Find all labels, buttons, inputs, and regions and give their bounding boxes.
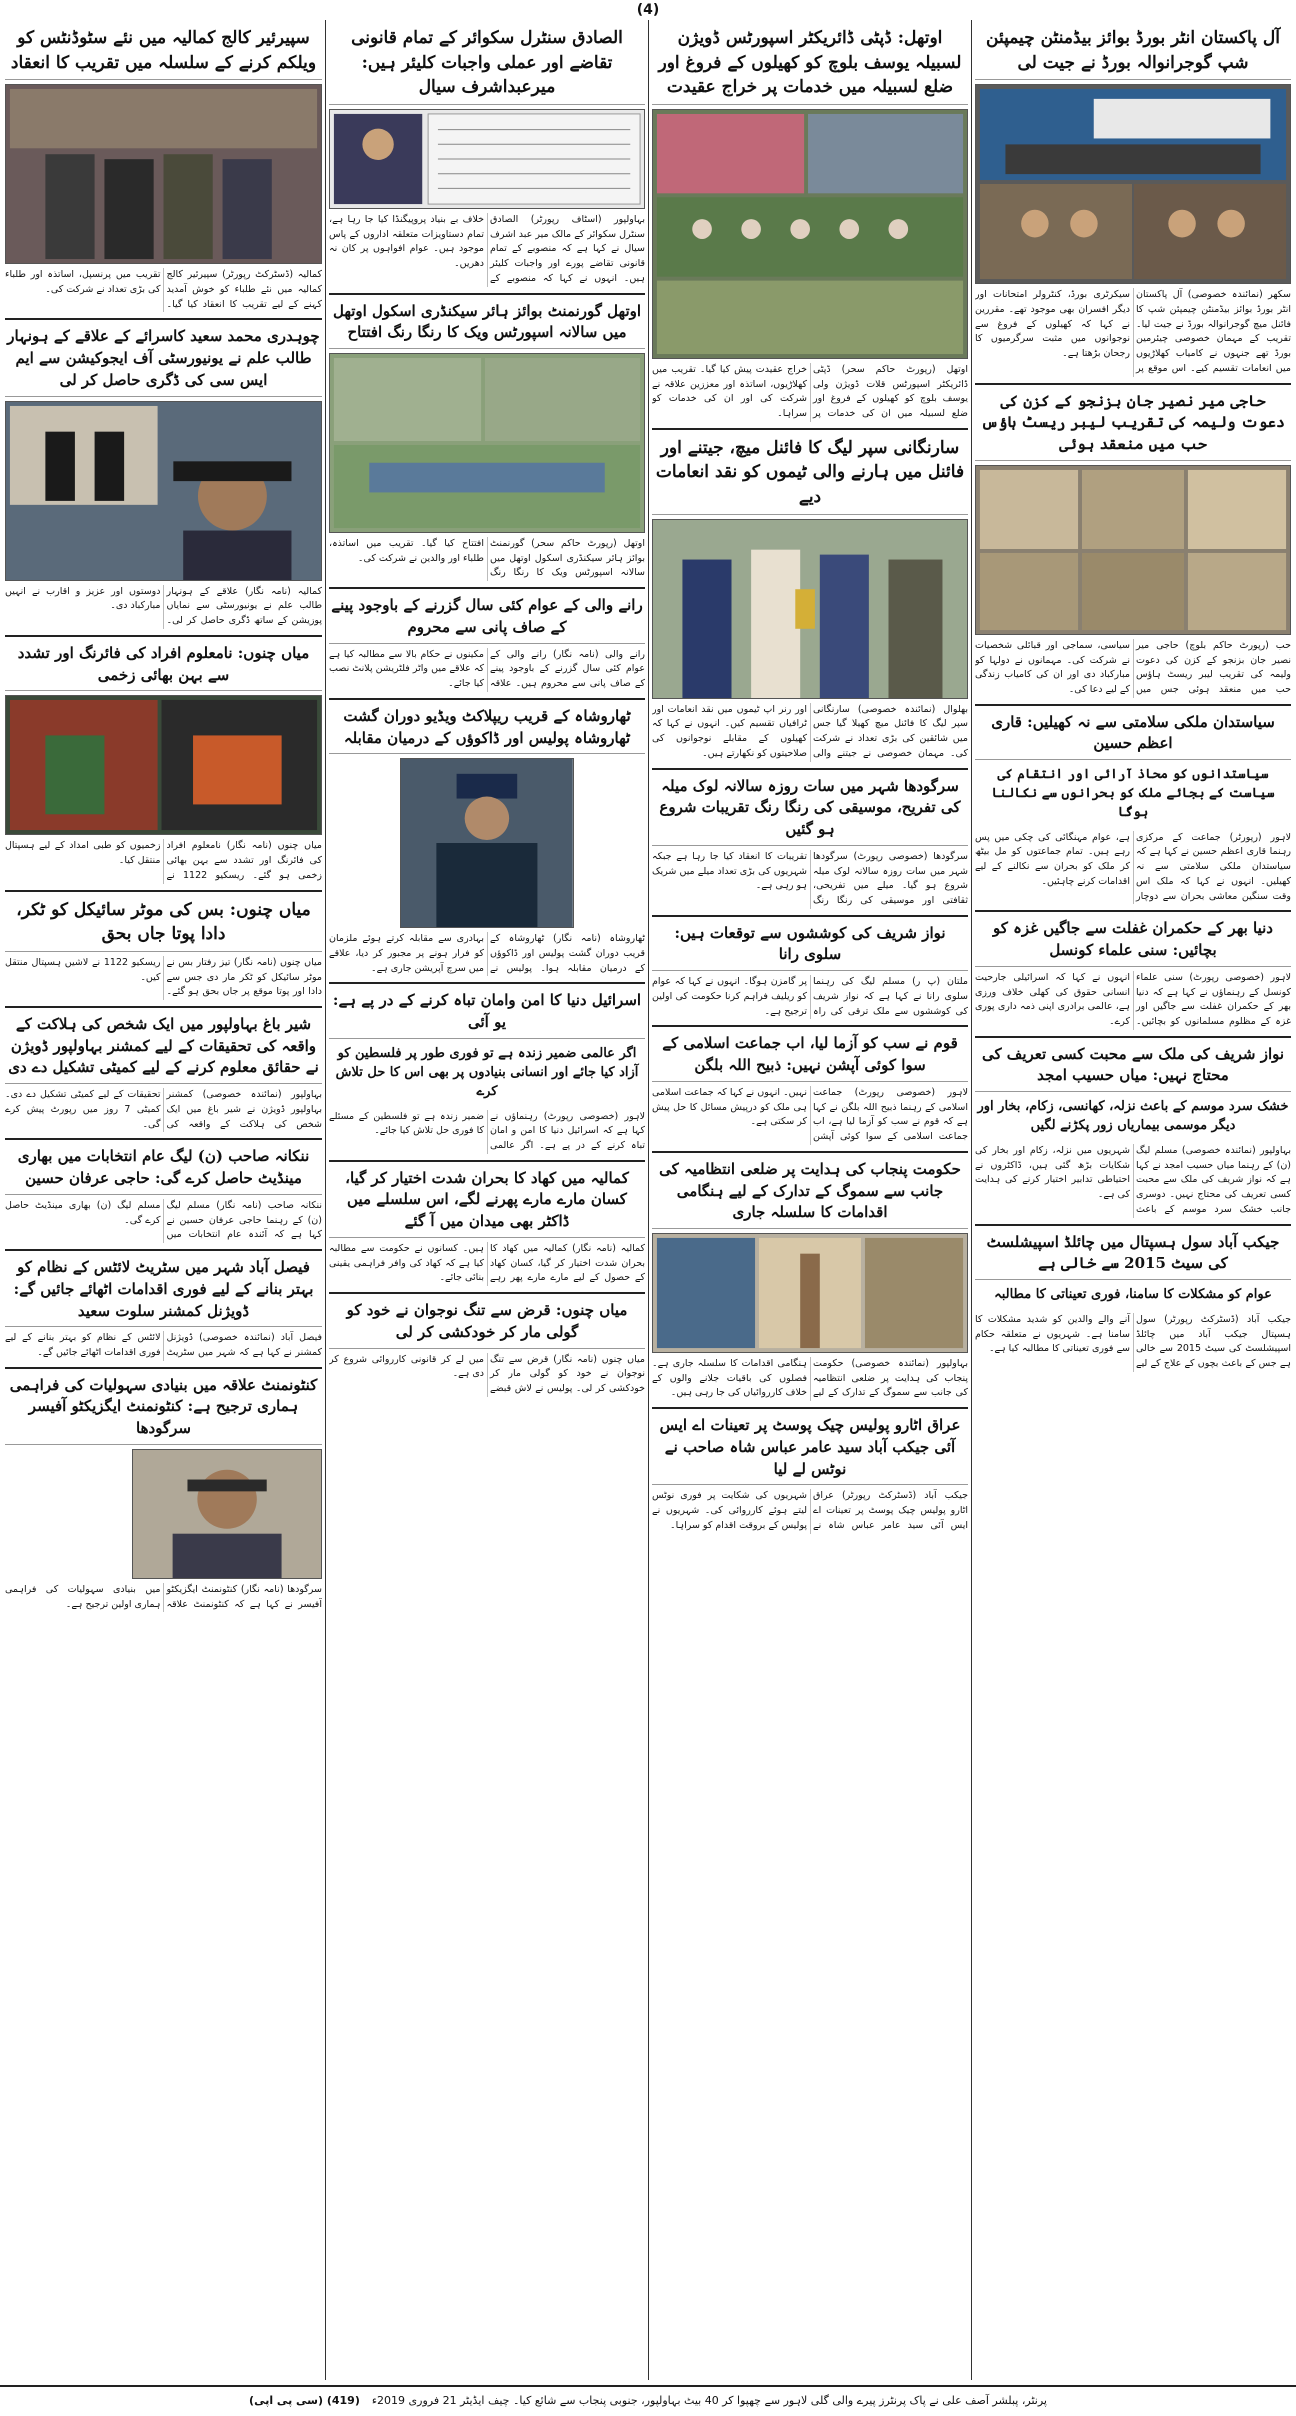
headline: ننکانہ صاحب (ن) لیگ عام انتخابات میں بھاری مینڈیٹ حاصل کرے گی: حاجی عرفان حسین — [5, 1144, 322, 1195]
footer-text: پرنٹر، پبلشر آصف علی نے پاک پرنٹرز پیرے والی گلی لاہور سے چھپوا کر 40 بیٹ بہاولپور، جنوبی پنجاب سے شائع کیا۔ چیف ایڈیٹر 21 فروری 2019ء — [371, 2393, 1047, 2407]
article-body: سرگودھا (خصوصی رپورٹ) سرگودھا شہر میں سات روزہ سالانہ لوک میلہ شروع ہو گیا۔ میلے میں تفریحی، ثقافتی اور موسیقی کی رنگا رنگ تقریبات کا انعقاد کیا جا رہا ہے جبکہ شہریوں کی بڑی تعداد میلے میں شریک ہو رہی ہے۔ — [652, 850, 968, 906]
article-sarangani-league — [652, 430, 968, 770]
subheadline: عوام کو مشکلات کا سامنا، فوری تعیناتی کا مطالبہ — [994, 1287, 1272, 1302]
footer — [0, 2385, 1296, 2408]
badminton-ceremony-collage — [975, 84, 1291, 284]
headline: دنیا بھر کے حکمران غفلت سے جاگیں غزہ کو بچائیں: سنی علماء کونسل — [975, 916, 1291, 967]
document-and-speaker — [329, 109, 645, 209]
headline: میاں چنوں: بس کی موٹر سائیکل کو ٹکر، دادا پوتا جاں بحق — [5, 896, 322, 952]
article-kamalia-fertilizer — [329, 1162, 645, 1294]
column-2 — [648, 20, 971, 2380]
page-number: (4) — [636, 2, 660, 18]
article-body: بہاولپور (نمائندہ خصوصی) کمشنر بہاولپور ڈویژن نے شیر باغ میں ایک شخص کی ہلاکت کے واقعہ کی تحقیقات کے لیے کمیٹی تشکیل دے دی۔ کمیٹی 7 روز میں رپورٹ پیش کرے گی۔ — [5, 1089, 322, 1130]
article-body: جیکب آباد (ڈسٹرکٹ رپورٹر) سول ہسپتال جیکب آباد میں چائلڈ اسپیشلسٹ کی سیٹ 2015 سے خالی ہے جس کے باعث بچوں کے علاج کے لیے آنے والے والدین کو شدید مشکلات کا سامنا ہے۔ شہریوں نے متعلقہ حکام سے فوری تعیناتی کا مطالبہ کیا ہے۔ — [975, 1313, 1291, 1369]
article-body: کمالیہ (نامہ نگار) علاقے کے ہونہار طالب علم نے یونیورسٹی سے نمایاں پوزیشن کے ساتھ ڈگری حاصل کر لی۔ دوستوں اور عزیز و اقارب نے انہیں مبارکباد دی۔ — [5, 585, 322, 627]
article-body: ٹھاروشاہ (نامہ نگار) ٹھاروشاہ کے قریب دوران گشت پولیس اور ڈاکوؤں کے درمیان مقابلہ ہوا۔ پولیس نے بہادری سے مقابلہ کرتے ہوئے ملزمان کو فرار ہونے پر مجبور کر دیا، علاقے میں سرچ آپریشن جاری ہے۔ — [329, 933, 645, 974]
article-school-sports — [329, 295, 645, 590]
article-smog — [652, 1153, 968, 1409]
headline: میاں چنوں: نامعلوم افراد کی فائرنگ اور تشدد سے بہن بھائی زخمی — [5, 641, 322, 692]
article-wedding — [975, 385, 1291, 706]
headline: سرگودھا شہر میں سات روزہ سالانہ لوک میلہ کی تفریح، موسیقی کی رنگا رنگ تقریبات شروع ہو گئیں — [652, 774, 968, 846]
rescue-emergency — [5, 695, 322, 835]
article-sadiq-square — [329, 20, 645, 295]
headline: ٹھاروشاہ کے قریب ریپلاکٹ ویڈیو دوران گشت ٹھاروشاہ پولیس اور ڈاکوؤں کے درمیان مقابلہ — [329, 704, 645, 755]
article-sunni-council — [975, 912, 1291, 1037]
article-sargodha-mela — [652, 770, 968, 917]
headline: اوتھل گورنمنٹ بوائز ہائر سیکنڈری اسکول اوتھل میں سالانہ اسپورٹس ویک کا رنگا رنگ افتتاح — [329, 299, 645, 350]
article-haseeb-amjad — [975, 1038, 1291, 1226]
article-yousaf-baloch — [652, 20, 968, 430]
article-body: ننکانہ صاحب (نامہ نگار) مسلم لیگ (ن) کے رہنما حاجی عرفان حسین نے کہا ہے کہ آئندہ عام انتخابات میں مسلم لیگ (ن) بھاری مینڈیٹ حاصل کرے گی۔ — [5, 1199, 322, 1241]
article-body: کمالیہ (نامہ نگار) کمالیہ میں کھاد کا بحران شدت اختیار کر گیا، کسان کھاد کے حصول کے لیے مارے مارے پھر رہے ہیں۔ کسانوں نے حکومت سے مطالبہ کیا ہے کہ کھاد کی وافر فراہمی یقینی بنائی جائے۔ — [329, 1242, 645, 1284]
headline: اوتھل: ڈپٹی ڈائریکٹر اسپورٹس ڈویژن لسبیلہ یوسف بلوچ کو کھیلوں کے فروغ اور ضلع لسبیلہ میں خدمات پر خراج عقیدت — [652, 24, 968, 105]
article-body: لاہور (رپورٹر) جماعت کے مرکزی رہنما قاری اعظم حسین نے کہا ہے کہ سیاستدان ملکی سلامتی سے نہ کھیلیں۔ انہوں نے کہا کہ ملک اس وقت سنگین معاشی بحران سے دوچار ہے، عوام مہنگائی کی چکی میں پس رہے ہیں۔ تمام جماعتوں کو مل بیٹھ کر ملک کو بحران سے نکالنے کے لیے اقدامات کرنے چاہئیں۔ — [975, 831, 1291, 902]
article-body: میاں چنوں (نامہ نگار) نامعلوم افراد کی فائرنگ اور تشدد سے بہن بھائی زخمی ہو گئے۔ ریسکیو 1122 نے زخمیوں کو طبی امداد کے لیے ہسپتال منتقل کیا۔ — [5, 840, 322, 881]
article-sher-bagh — [5, 1008, 322, 1140]
headline: سارنگانی سپر لیگ کا فائنل میچ، جیتنے اور فائنل میں ہارنے والی ٹیموں کو نقد انعامات دیے — [652, 434, 968, 515]
article-firing-siblings — [5, 637, 322, 892]
headline: سیاستدان ملکی سلامتی سے نہ کھیلیں: قاری اعظم حسین — [975, 710, 1291, 761]
headline: جیکب آباد سول ہسپتال میں چائلڈ اسپیشلسٹ کی سیٹ 2015 سے خالی ہے — [975, 1230, 1291, 1281]
headline: حاجی میر نصیر جان بزنجو کے کزن کی دعوت ولیمہ کی تقریب لیبر ریسٹ ہاؤس حب میں منعقد ہوئی — [975, 389, 1291, 461]
article-body: سکھر (نمائندہ خصوصی) آل پاکستان انٹر بورڈ بوائز بیڈمنٹن چیمپئن شپ کا فائنل میچ گوجرانوالہ بورڈ نے جیت لیا۔ تقریب کے مہمان خصوصی چیئرمین بورڈ تھے جنہوں نے کامیاب کھلاڑیوں میں انعامات تقسیم کیے۔ اس موقع پر سیکرٹری بورڈ، کنٹرولر امتحانات اور دیگر افسران بھی موجود تھے۔ مقررین نے کہا کہ کھیلوں کے فروغ سے نوجوانوں میں مثبت سرگرمیوں کا رجحان بڑھتا ہے۔ — [975, 289, 1291, 374]
college-welcome-ceremony — [5, 84, 322, 264]
article-body: سرگودھا (نامہ نگار) کنٹونمنٹ ایگزیکٹو آفیسر نے کہا ہے کہ کنٹونمنٹ علاقہ میں بنیادی سہولیات کی فراہمی ہماری اولین ترجیح ہے۔ — [5, 1583, 322, 1610]
article-superior-college — [5, 20, 322, 320]
column-4 — [2, 20, 325, 2380]
article-body: اوتھل (رپورٹ حاکم سحر) گورنمنٹ بوائز ہائر سیکنڈری اسکول اوتھل میں سالانہ اسپورٹس ویک کا رنگا رنگ افتتاح کیا گیا۔ تقریب میں اساتذہ، طلباء اور والدین نے شرکت کی۔ — [329, 538, 645, 579]
headline: چوہدری محمد سعید کاسرائے کے علاقے کے ہونہار طالب علم نے یونیورسٹی آف ایجوکیشن سے ایم ایس سی کی ڈگری حاصل کر لی — [5, 324, 322, 396]
article-body: کمالیہ (ڈسٹرکٹ رپورٹر) سپیرئیر کالج کمالیہ میں نئے طلباء کو خوش آمدید کہنے کے لیے تقریب کا انعقاد کیا گیا۔ تقریب میں پرنسپل، اساتذہ اور طلباء کی بڑی تعداد نے شرکت کی۔ — [5, 269, 322, 310]
smog-minaret-collage — [652, 1233, 968, 1353]
newspaper-page — [2, 20, 1294, 2380]
headline: نواز شریف کی ملک سے محبت کسی تعریف کی محتاج نہیں: میاں حسیب امجد — [975, 1042, 1291, 1093]
article-graduate — [5, 320, 322, 636]
article-body: بھلوال (نمائندہ خصوصی) سارنگانی سپر لیگ کا فائنل میچ کھیلا گیا جس میں شائقین کی بڑی تعداد نے شرکت کی۔ مہمان خصوصی نے جیتنے والی اور رنر اپ ٹیموں میں نقد انعامات اور ٹرافیاں تقسیم کیں۔ انہوں نے کہا کہ کھیلوں کے مقابلے نوجوانوں کی صلاحیتوں کو نکھارتے ہیں۔ — [652, 703, 968, 759]
headline: کمالیہ میں کھاد کا بحران شدت اختیار کر گیا، کسان مارے مارے پھرنے لگے، اس سلسلے میں ڈاکٹر بھی میدان میں آ گئے — [329, 1166, 645, 1238]
article-body: رانے والی (نامہ نگار) رانے والی کے عوام کئی سال گزرنے کے باوجود پینے کے صاف پانی سے محروم ہیں۔ علاقہ مکینوں نے حکام بالا سے مطالبہ کیا ہے کہ علاقے میں واٹر فلٹریشن پلانٹ نصب کیا جائے۔ — [329, 648, 645, 690]
article-body: بہاولپور (نمائندہ خصوصی) مسلم لیگ (ن) کے رہنما میاں حسیب امجد نے کہا ہے کہ نواز شریف کی ملک سے محبت کسی تعریف کی محتاج نہیں۔ دوسری جانب خشک سرد موسم کے باعث شہریوں میں نزلہ، زکام اور بخار کی شکایات بڑھ گئی ہیں، ڈاکٹروں نے احتیاطی تدابیر اختیار کرنے کی ہدایت کی ہے۔ — [975, 1144, 1291, 1215]
article-mian-channu-suicide — [329, 1294, 645, 1403]
wedding-reception-collage — [975, 465, 1291, 635]
headline: رانے والی کے عوام کئی سال گزرنے کے باوجود پینے کے صاف پانی سے محروم — [329, 593, 645, 644]
headline: نواز شریف کی کوششوں سے توقعات ہیں: سلوی رانا — [652, 921, 968, 972]
article-badminton — [975, 20, 1291, 385]
article-body: لاہور (خصوصی رپورٹ) جماعت اسلامی کے رہنما ذبیح اللہ بلگن نے کہا ہے کہ قوم نے سب کو آزما لیا ہے، اب جماعت اسلامی کے سوا کوئی آپشن نہیں۔ انہوں نے کہا کہ جماعت اسلامی ہی ملک کو درپیش مسائل کا حل پیش کر سکتی ہے۔ — [652, 1086, 968, 1143]
subheadline: اگر عالمی ضمیر زندہ ہے تو فوری طور پر فلسطین کو آزاد کیا جائے اور انسانی بنیادوں پر بھی اس کا حل تلاش کرے — [335, 1045, 639, 1099]
article-body: بہاولپور (نمائندہ خصوصی) حکومت پنجاب کی ہدایت پر ضلعی انتظامیہ کی جانب سے سموگ کے تدارک کے لیے ہنگامی اقدامات کا سلسلہ جاری ہے۔ فصلوں کی باقیات جلانے والوں کے خلاف کارروائیاں کی جا رہی ہیں۔ — [652, 1358, 968, 1399]
headline: الصادق سنٹرل سکوائر کے تمام قانونی تقاضے اور عملی واجبات کلیئر ہیں: میرعبداشرف سیال — [329, 24, 645, 105]
article-israel — [329, 984, 645, 1161]
column-3 — [325, 20, 648, 2380]
article-tharushah-police — [329, 700, 645, 985]
article-jamaat-islami — [652, 1027, 968, 1152]
graduate-portrait — [5, 401, 322, 581]
headline: میاں چنوں: قرض سے تنگ نوجوان نے خود کو گولی مار کر خودکشی کر لی — [329, 1298, 645, 1349]
article-rane-wali — [329, 589, 645, 700]
article-salvi-rana — [652, 917, 968, 1028]
article-body: لاہور (خصوصی رپورٹ) رہنماؤں نے کہا ہے کہ اسرائیل دنیا کا امن و امان تباہ کرنے کے در پے ہے۔ اگر عالمی ضمیر زندہ ہے تو فلسطین کے مسئلے کا فوری حل تلاش کیا جائے۔ — [329, 1110, 645, 1151]
subheadline: سیاستدانوں کو محاذ آرائی اور انتقام کی سیاست کے بجائے ملک کو بحرانوں سے نکالنا ہوگا — [991, 767, 1275, 820]
article-jacobabad-hospital — [975, 1226, 1291, 1378]
headline: اسرائیل دنیا کا امن وامان تباہ کرنے کے در پے ہے: یو آئی — [329, 988, 645, 1039]
headline: عراق اٹارو پولیس چیک پوسٹ پر تعینات اے ایس آئی جیکب آباد سید عامر عباس شاہ صاحب نے نوٹس لے لیا — [652, 1413, 968, 1485]
officer-portrait — [132, 1449, 322, 1579]
article-body: ملتان (پ ر) مسلم لیگ کی رہنما سلوی رانا نے کہا ہے کہ نواز شریف کی کوششوں سے ملک ترقی کی راہ پر گامزن ہوگا۔ انہوں نے کہا کہ عوام کو ریلیف فراہم کرنا حکومت کی اولین ترجیح ہے۔ — [652, 976, 968, 1017]
school-sports-week — [329, 353, 645, 533]
column-1 — [971, 20, 1294, 2380]
article-body: بہاولپور (اسٹاف رپورٹر) الصادق سنٹرل سکوائر کے مالک میر عبد اشرف سیال نے کہا ہے کہ منصوبے کے تمام قانونی تقاضے پورے اور واجبات کلیئر ہیں۔ انہوں نے کہا کہ منصوبے کے خلاف بے بنیاد پروپیگنڈا کیا جا رہا ہے، تمام دستاویزات متعلقہ اداروں کے پاس موجود ہیں۔ عوام افواہوں پر کان نہ دھریں۔ — [329, 213, 645, 284]
article-body: میاں چنوں (نامہ نگار) قرض سے تنگ نوجوان نے خود کو گولی مار کر خودکشی کر لی۔ پولیس نے لاش قبضے میں لے کر قانونی کارروائی شروع کر دی ہے۔ — [329, 1353, 645, 1395]
sports-gathering-collage — [652, 109, 968, 359]
article-qari-azam — [975, 706, 1291, 913]
police-officer — [400, 758, 574, 928]
headline: شیر باغ بہاولپور میں ایک شخص کی ہلاکت کے واقعہ کی تحقیقات کے لیے کمشنر بہاولپور ڈویژن نے حقائق معلوم کرنے کے لیے کمیٹی تشکیل دے دی — [5, 1012, 322, 1084]
headline: کنٹونمنٹ علاقہ میں بنیادی سہولیات کی فراہمی ہماری ترجیح ہے: کنٹونمنٹ ایگزیکٹو آفیسر سرگودھا — [5, 1373, 322, 1445]
headline: آل پاکستان انٹر بورڈ بوائز بیڈمنٹن چیمپئن شپ گوجرانوالہ بورڈ نے جیت لی — [975, 24, 1291, 80]
article-body: حب (رپورٹ حاکم بلوچ) حاجی میر نصیر جان بزنجو کے کزن کی دعوت ولیمہ کی تقریب لیبر ریسٹ ہاؤس حب میں منعقد ہوئی جس میں سیاسی، سماجی اور قبائلی شخصیات نے شرکت کی۔ مہمانوں نے دولہا کو مبارکباد دی اور ان کی کامیاب زندگی کے لیے دعا کی۔ — [975, 639, 1291, 695]
article-nankana-pmln — [5, 1140, 322, 1251]
article-body: اوتھل (رپورٹ حاکم سحر) ڈپٹی ڈائریکٹر اسپورٹس قلات ڈویژن ولی یوسف بلوچ کو کھیلوں کے فروغ اور ضلع لسبیلہ میں ان کی خدمات پر خراج عقیدت پیش کیا گیا۔ تقریب میں کھلاڑیوں، اساتذہ اور معززین علاقہ نے شرکت کی اور ان کی خدمات کو سراہا۔ — [652, 363, 968, 420]
article-body: فیصل آباد (نمائندہ خصوصی) ڈویژنل کمشنر نے کہا ہے کہ شہر میں سٹریٹ لائٹس کے نظام کو بہتر بنانے کے لیے فوری اقدامات اٹھائے جائیں گے۔ — [5, 1332, 322, 1358]
headline: قوم نے سب کو آزما لیا، اب جماعت اسلامی کے سوا کوئی آپشن نہیں: ذبیح اللہ بلگن — [652, 1031, 968, 1082]
trophy-presentation — [652, 519, 968, 699]
article-body: میاں چنوں (نامہ نگار) تیز رفتار بس نے موٹر سائیکل کو ٹکر مار دی جس سے دادا اور پوتا موقع پر جاں بحق ہو گئے۔ ریسکیو 1122 نے لاشیں ہسپتال منتقل کیں۔ — [5, 956, 322, 998]
article-bus-accident — [5, 892, 322, 1008]
article-body: جیکب آباد (ڈسٹرکٹ رپورٹر) عراق اٹارو پولیس چیک پوسٹ پر تعینات اے ایس آئی سید عامر عباس شاہ نے شہریوں کی شکایت پر فوری نوٹس لیتے ہوئے کارروائی کی۔ شہریوں نے پولیس کے بروقت اقدام کو سراہا۔ — [652, 1490, 968, 1531]
article-faisalabad-lights — [5, 1251, 322, 1369]
headline: سپیرئیر کالج کمالیہ میں نئے سٹوڈنٹس کو ویلکم کرنے کے سلسلہ میں تقریب کا انعقاد — [5, 24, 322, 80]
headline: حکومت پنجاب کی ہدایت پر ضلعی انتظامیہ کی جانب سے سموگ کے تدارک کے لیے ہنگامی اقدامات کا سلسلہ جاری — [652, 1157, 968, 1229]
article-iraq-ataro — [652, 1409, 968, 1539]
subheadline: خشک سرد موسم کے باعث نزلہ، کھانسی، زکام، بخار اور دیگر موسمی بیماریاں زور پکڑنے لگیں — [977, 1099, 1289, 1134]
headline: فیصل آباد شہر میں سٹریٹ لائٹس کے نظام کو بہتر بنانے کے لیے فوری اقدامات اٹھائے جائیں گے: ڈویژنل کمشنر سلوت سعید — [5, 1255, 322, 1327]
article-body: لاہور (خصوصی رپورٹ) سنی علماء کونسل کے رہنماؤں نے کہا ہے کہ دنیا بھر کے حکمران غفلت سے جاگیں اور غزہ کے مظلوم مسلمانوں کو بچائیں۔ انہوں نے کہا کہ اسرائیلی جارحیت انسانی حقوق کی کھلی خلاف ورزی ہے، عالمی برادری اپنی ذمہ داری پوری کرے۔ — [975, 971, 1291, 1027]
footer-number: (419) (سی پی اپی) — [249, 2393, 360, 2407]
article-cantonment — [5, 1369, 322, 1619]
